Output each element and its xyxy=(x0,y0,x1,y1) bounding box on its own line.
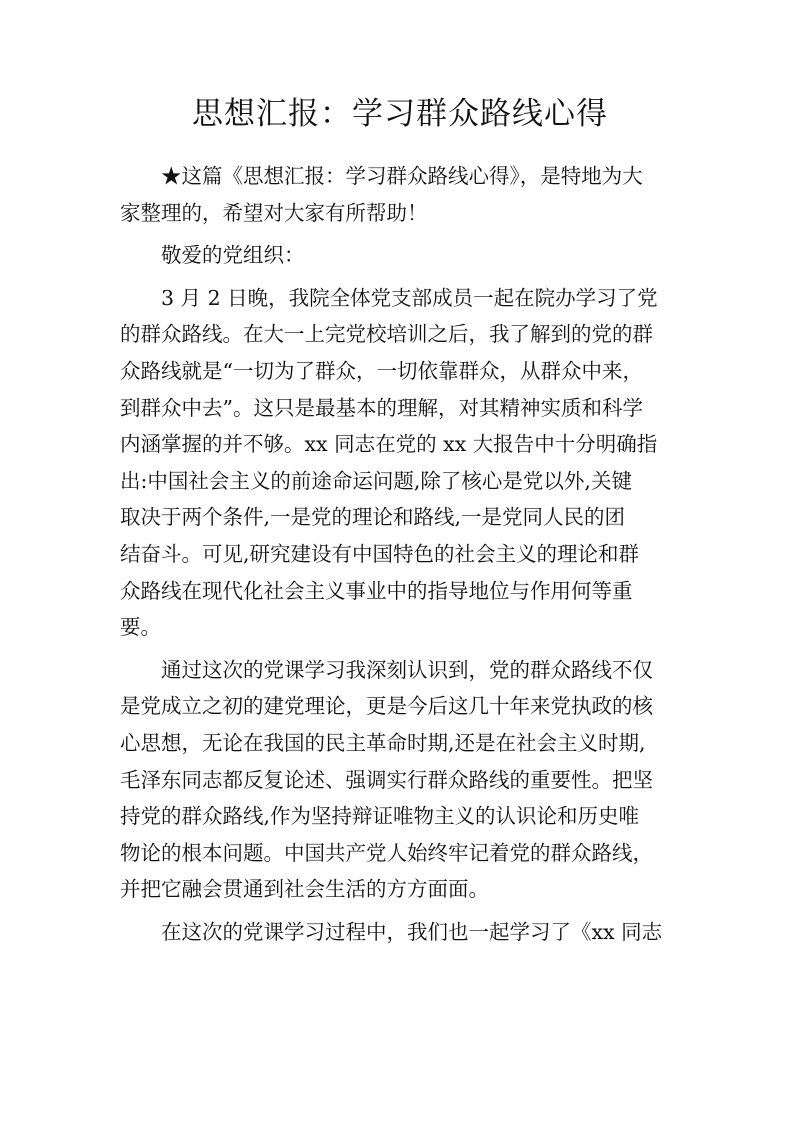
text-line: 内涵掌握的并不够。xx 同志在党的 xx 大报告中十分明确指 xyxy=(120,432,658,457)
text-line: 众路线在现代化社会主义事业中的指导地位与作用何等重 xyxy=(120,578,633,603)
text-line: 结奋斗。可见,研究建设有中国特色的社会主义的理论和群 xyxy=(120,541,640,566)
paragraph-body-2 xyxy=(120,652,685,908)
text-line: 物论的根本问题。中国共产党人始终牢记着党的群众路线， xyxy=(120,840,653,865)
text-line: 家整理的，希望对大家有所帮助！ xyxy=(120,200,428,225)
text-line: 取决于两个条件,一是党的理论和路线,一是党同人民的团 xyxy=(120,505,626,530)
text-line: 毛泽东同志都反复论述、强调实行群众路线的重要性。把坚 xyxy=(120,767,653,792)
text-line: 持党的群众路线,作为坚持辩证唯物主义的认识论和历史唯 xyxy=(120,804,640,829)
text-line: 心思想，无论在我国的民主革命时期,还是在社会主义时期, xyxy=(120,730,646,755)
text-line: 3 月 2 日晚，我院全体党支部成员一起在院办学习了党 xyxy=(161,285,658,310)
paragraph-salutation xyxy=(120,237,685,274)
text-line: 要。 xyxy=(120,615,161,640)
document-title: 思想汇报：学习群众路线心得 xyxy=(192,96,608,132)
document-body xyxy=(120,158,685,950)
text-line: 敬爱的党组织： xyxy=(161,243,305,268)
text-line: 出:中国社会主义的前途命运问题,除了核心是党以外,关键 xyxy=(120,468,632,493)
paragraph-body-3 xyxy=(120,914,685,951)
text-line: 是党成立之初的建党理论，更是今后这几十年来党执政的核 xyxy=(120,694,653,719)
text-line: 在这次的党课学习过程中，我们也一起学习了《xx 同志 xyxy=(161,919,663,944)
text-line: 通过这次的党课学习我深刻认识到，党的群众路线不仅 xyxy=(161,657,653,682)
paragraph-body-1 xyxy=(120,280,685,646)
text-line: 并把它融会贯通到社会生活的方方面面。 xyxy=(120,877,489,902)
paragraph-intro xyxy=(120,158,685,231)
text-line: ★这篇《思想汇报：学习群众路线心得》，是特地为大 xyxy=(161,164,643,188)
text-line: 的群众路线。在大一上完党校培训之后，我了解到的党的群 xyxy=(120,322,653,347)
text-line: 众路线就是“一切为了群众，一切依靠群众，从群众中来， xyxy=(120,358,643,383)
text-line: 到群众中去”。这只是最基本的理解，对其精神实质和科学 xyxy=(120,395,643,420)
